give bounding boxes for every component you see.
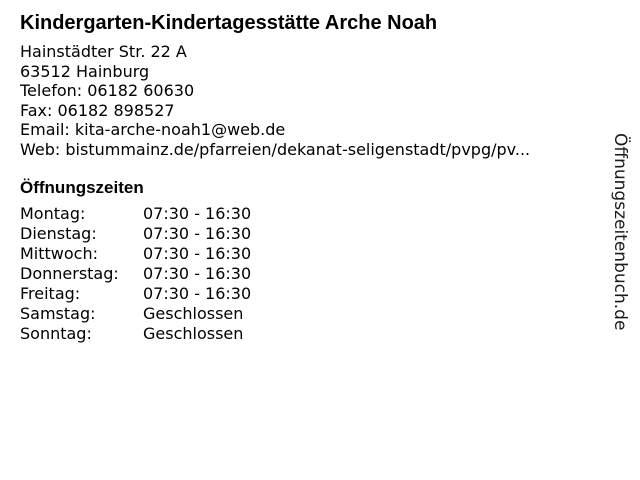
hours-time: 07:30 - 16:30 (143, 204, 252, 223)
hours-time: Geschlossen (143, 304, 244, 323)
hours-time: 07:30 - 16:30 (143, 284, 252, 303)
hours-time: Geschlossen (143, 324, 244, 343)
web-label: Web: (20, 139, 61, 159)
address-city: 63512 Hainburg (20, 61, 150, 81)
email-label: Email: (20, 120, 70, 139)
hours-row (20, 204, 251, 224)
hours-day: Freitag: (20, 284, 81, 303)
web-row (20, 140, 600, 160)
fax-label: Fax: (20, 100, 53, 120)
opening-hours-table (20, 204, 251, 344)
phone-link[interactable]: 06182 60630 (87, 81, 195, 100)
hours-time: 07:30 - 16:30 (143, 244, 252, 263)
hours-day: Dienstag: (20, 224, 97, 243)
address-street: Hainstädter Str. 22 A (20, 42, 187, 61)
fax-row (20, 101, 600, 121)
hours-row (20, 224, 251, 244)
hours-day: Sonntag: (20, 324, 92, 343)
hours-time: 07:30 - 16:30 (143, 224, 252, 243)
brand-watermark: Öffnungszeitenbuch.de (610, 133, 630, 331)
business-card (20, 10, 600, 344)
business-name: Kindergarten-Kindertagesstätte Arche Noah (20, 12, 438, 34)
hours-row (20, 304, 251, 324)
phone-label: Telefon: (20, 81, 83, 100)
web-link[interactable]: bistummainz.de/pfarreien/dekanat-seligenstadt/pvpg/pv... (65, 139, 531, 159)
hours-day: Donnerstag: (20, 264, 119, 283)
email-row (20, 120, 600, 140)
email-link[interactable]: kita-arche-noah1@web.de (74, 120, 286, 139)
hours-day: Montag: (20, 204, 86, 223)
hours-row (20, 284, 251, 304)
hours-row (20, 324, 251, 344)
hours-day: Samstag: (20, 304, 96, 323)
hours-row (20, 264, 251, 284)
hours-row (20, 244, 251, 264)
hours-time: 07:30 - 16:30 (143, 264, 252, 283)
opening-hours-title: Öffnungszeiten (20, 178, 144, 197)
phone-row (20, 81, 600, 101)
fax-value: 06182 898527 (57, 100, 175, 120)
hours-day: Mittwoch: (20, 244, 98, 263)
